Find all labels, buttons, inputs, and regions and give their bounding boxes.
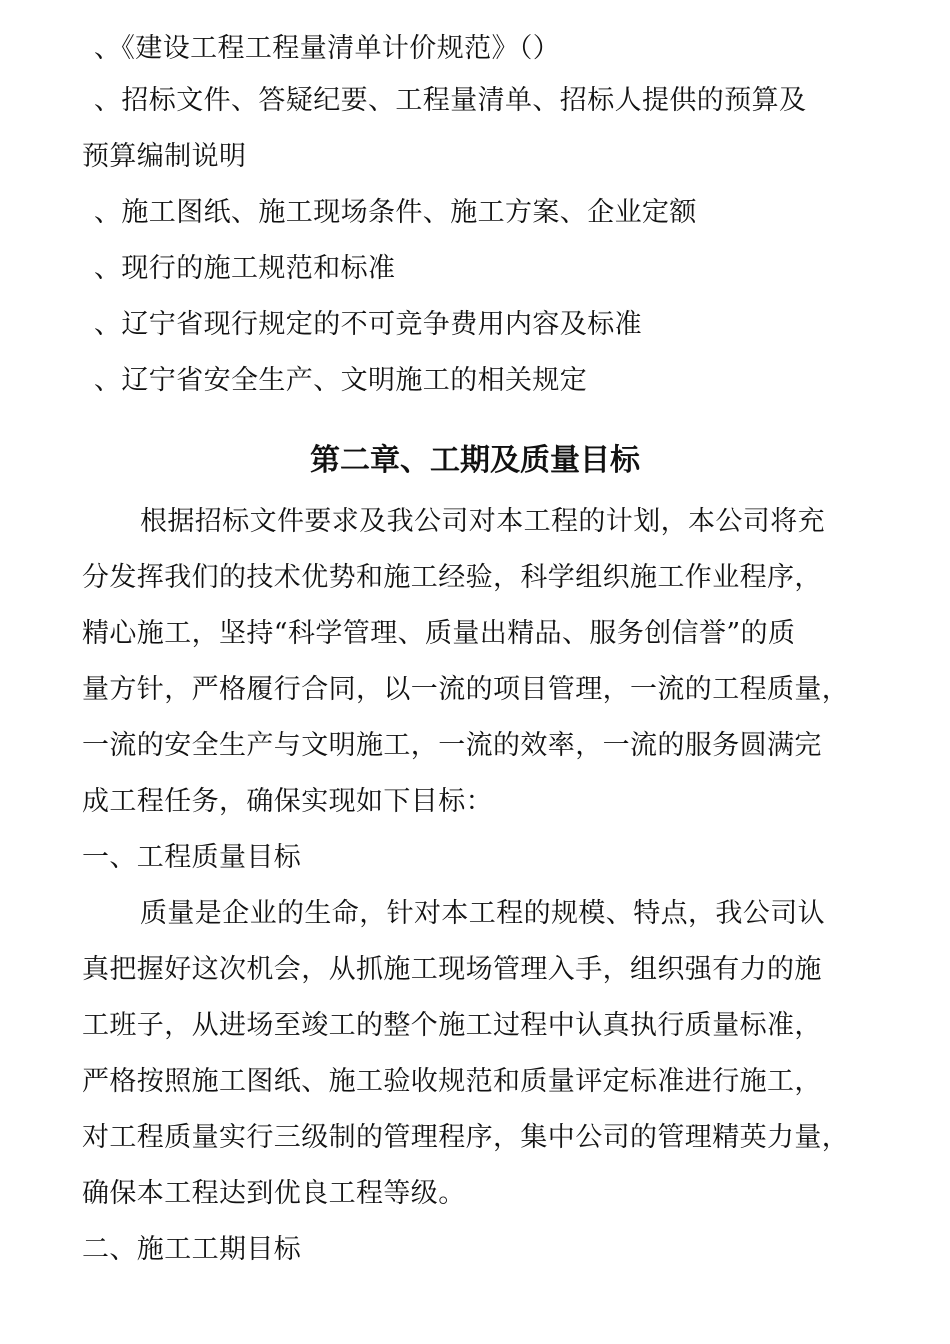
reference-item-3: 、施工图纸、施工现场条件、施工方案、企业定额 [94, 197, 697, 228]
reference-item-2-continued: 预算编制说明 [82, 141, 247, 172]
intro-line-4: 量方针，严格履行合同，以一流的项目管理，一流的工程质量， [82, 674, 850, 705]
reference-item-4: 、现行的施工规范和标准 [94, 253, 396, 284]
intro-line-6: 成工程任务，确保实现如下目标： [82, 786, 493, 817]
quality-line-6: 确保本工程达到优良工程等级。 [82, 1178, 466, 1209]
reference-item-1: 、《建设工程工程量清单计价规范》（） [94, 33, 561, 64]
reference-item-2: 、招标文件、答疑纪要、工程量清单、招标人提供的预算及 [94, 85, 807, 116]
intro-line-1: 根据招标文件要求及我公司对本工程的计划，本公司将充 [140, 506, 825, 537]
intro-line-5: 一流的安全生产与文明施工，一流的效率，一流的服务圆满完 [82, 730, 822, 761]
intro-line-2: 分发挥我们的技术优势和施工经验，科学组织施工作业程序， [82, 562, 822, 593]
quality-line-2: 真把握好这次机会，从抓施工现场管理入手，组织强有力的施 [82, 954, 822, 985]
quality-line-4: 严格按照施工图纸、施工验收规范和质量评定标准进行施工， [82, 1066, 822, 1097]
quality-line-5: 对工程质量实行三级制的管理程序，集中公司的管理精英力量， [82, 1122, 850, 1153]
quality-line-3: 工班子，从进场至竣工的整个施工过程中认真执行质量标准， [82, 1010, 822, 1041]
chapter-title: 第二章、工期及质量目标 [310, 443, 640, 478]
reference-item-6: 、辽宁省安全生产、文明施工的相关规定 [94, 365, 588, 396]
intro-line-3: 精心施工，坚持“科学管理、质量出精品、服务创信誉”的质 [82, 618, 796, 649]
section-title-schedule: 二、施工工期目标 [82, 1234, 302, 1265]
section-title-quality: 一、工程质量目标 [82, 842, 302, 873]
quality-line-1: 质量是企业的生命，针对本工程的规模、特点，我公司认 [140, 898, 825, 929]
reference-item-5: 、辽宁省现行规定的不可竞争费用内容及标准 [94, 309, 642, 340]
